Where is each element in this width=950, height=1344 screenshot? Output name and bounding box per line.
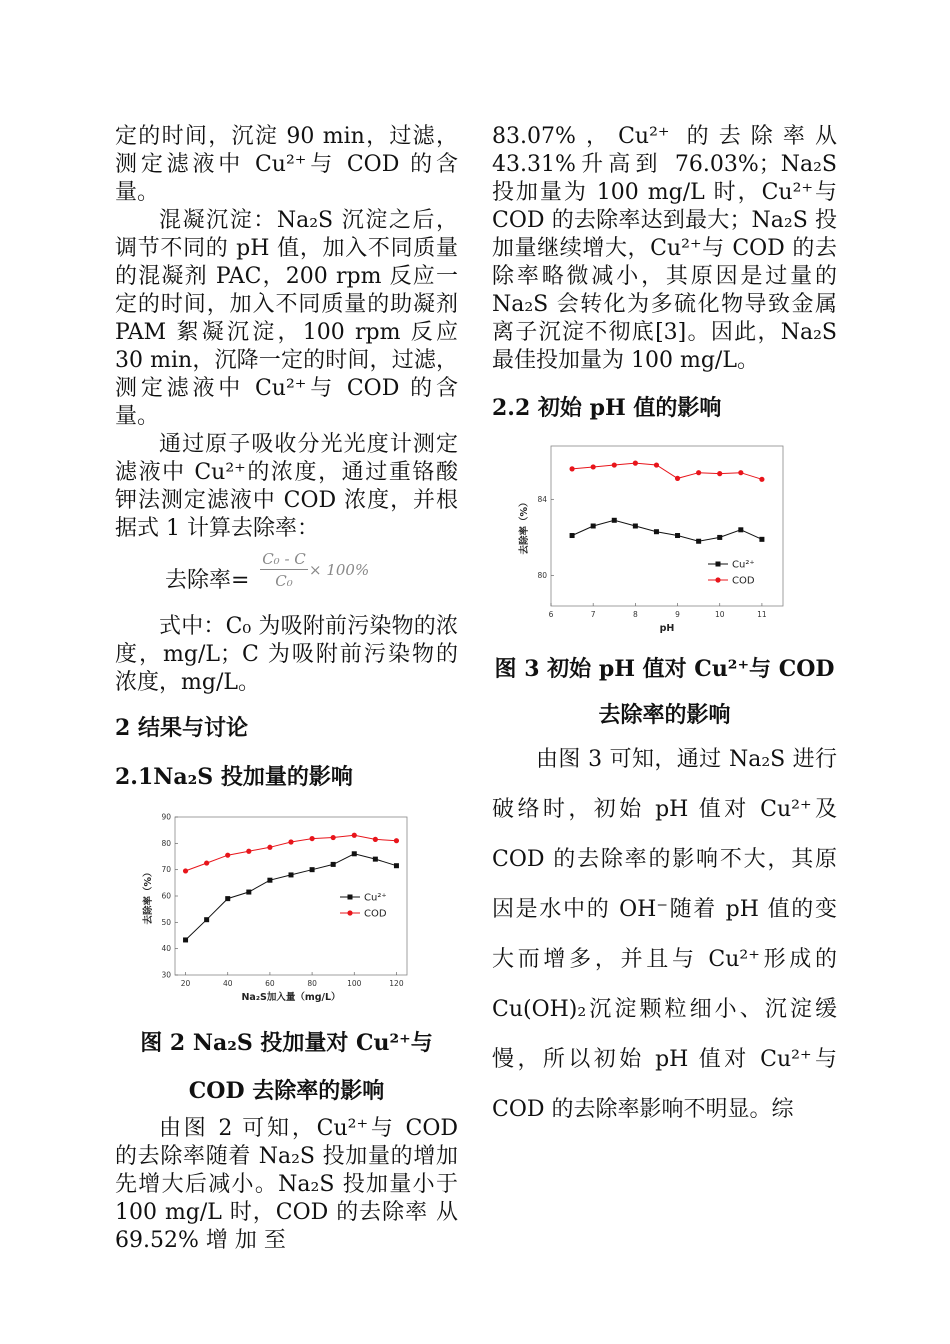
- right-column: [492, 123, 837, 1135]
- data-point-cu: [675, 533, 680, 538]
- y-axis-label: 去除率（%）: [143, 867, 154, 925]
- figure-2-chart: [115, 811, 458, 1011]
- data-point-cu: [738, 527, 743, 532]
- y-axis-label: 去除率（%）: [519, 497, 530, 555]
- data-point-cod: [204, 860, 209, 865]
- series-line-cu: [572, 520, 762, 541]
- figure-3-svg: [492, 440, 837, 645]
- data-point-cod: [654, 462, 659, 467]
- data-point-cod: [696, 470, 701, 475]
- data-point-cu: [352, 851, 357, 856]
- data-point-cu: [204, 917, 209, 922]
- data-point-cod: [759, 477, 764, 482]
- data-point-cu: [654, 529, 659, 534]
- data-point-cu: [310, 867, 315, 872]
- formula-denominator: C₀: [275, 572, 293, 590]
- y-tick-label: 60: [161, 891, 171, 901]
- figure-2-caption-line1: 图 2 Na₂S 投加量对 Cu²⁺与: [140, 1030, 433, 1056]
- data-point-cu: [289, 872, 294, 877]
- figure-3-caption-line1: 图 3 初始 pH 值对 Cu²⁺与 COD: [494, 656, 835, 682]
- data-point-cu: [612, 518, 617, 523]
- y-tick-label: 70: [161, 865, 171, 875]
- x-tick-label: 60: [265, 979, 275, 988]
- legend-label: COD: [732, 575, 755, 587]
- x-tick-label: 120: [389, 979, 404, 988]
- x-tick-label: 8: [632, 610, 638, 619]
- x-tick-label: 100: [347, 979, 362, 988]
- series-line-cod: [572, 463, 762, 479]
- figure-3-chart: [492, 440, 837, 645]
- paragraph-fig3-analysis: 由图 3 可知，通过 Na₂S 进行破络时，初始 pH 值对 Cu²⁺及 COD 的去除率的影响不大，其原因是水中的 OH⁻随着 pH 值的变大而增多，并且与 Cu²⁺形成的 Cu(OH)₂沉淀颗粒细小、沉淀缓慢，所以初始 pH 值对 Cu²⁺与 COD 的去除率影响不明显。综: [492, 747, 837, 1122]
- y-tick-label: 80: [537, 571, 547, 581]
- paragraph-fig2-continued: 83.07%，Cu²⁺ 的去除率从 43.31%升高到 76.03%；Na₂S 投加量为 100 mg/L 时，Cu²⁺与 COD 的去除率达到最大；Na₂S 投加量继续增大，Cu²⁺与 COD 的去除率略微减小，其原因是过量的 Na₂S 会转化为多硫化物导致金属离子沉淀不彻底[3]。因此，Na₂S 最佳投加量为 100 mg/L。: [492, 124, 837, 373]
- data-point-cod: [612, 462, 617, 467]
- figure-3-caption-line2: 去除率的影响: [598, 702, 731, 728]
- legend-label: COD: [364, 908, 387, 920]
- x-axis-label: Na₂S加入量（mg/L）: [241, 992, 341, 1003]
- formula-numerator: C₀ - C: [260, 549, 308, 570]
- data-point-cu: [570, 533, 575, 538]
- data-point-cu: [696, 539, 701, 544]
- data-point-cod: [717, 471, 722, 476]
- data-point-cu: [267, 878, 272, 883]
- x-tick-label: 40: [222, 979, 233, 988]
- left-column: [115, 123, 458, 1255]
- data-point-cod: [675, 476, 680, 481]
- legend-label: Cu²⁺: [364, 892, 387, 904]
- data-point-cod: [288, 839, 293, 844]
- data-point-cu: [246, 890, 251, 895]
- x-tick-label: 80: [307, 979, 317, 988]
- data-point-cod: [225, 853, 230, 858]
- x-tick-label: 6: [548, 610, 554, 619]
- data-point-cod: [183, 868, 188, 873]
- paragraph-continued: 定的时间，沉淀 90 min，过滤，测定滤液中 Cu²⁺与 COD 的含量。: [115, 124, 458, 205]
- data-point-cod: [591, 464, 596, 469]
- data-point-cod: [267, 845, 272, 850]
- y-tick-label: 80: [161, 838, 171, 848]
- data-point-cu: [225, 896, 230, 901]
- subsection-heading-2-2: 2.2 初始 pH 值的影响: [492, 395, 722, 421]
- data-point-cod: [309, 836, 314, 841]
- legend-marker-cu: [716, 562, 721, 567]
- removal-rate-formula: [115, 549, 458, 605]
- y-tick-label: 90: [161, 812, 171, 822]
- y-tick-label: 84: [537, 494, 547, 504]
- data-point-cu: [759, 537, 764, 542]
- figure-2-caption-line2: COD 去除率的影响: [188, 1078, 385, 1104]
- y-tick-label: 30: [161, 970, 171, 980]
- data-point-cu: [331, 862, 336, 867]
- data-point-cu: [183, 937, 188, 942]
- x-tick-label: 9: [675, 610, 680, 619]
- section-heading-2: 2 结果与讨论: [115, 715, 248, 741]
- legend-marker-cu: [348, 895, 353, 900]
- data-point-cu: [633, 524, 638, 529]
- paragraph-measurement: 通过原子吸收分光光度计测定滤液中 Cu²⁺的浓度，通过重铬酸钾法测定滤液中 COD 浓度，并根据式 1 计算去除率：: [115, 432, 458, 541]
- data-point-cod: [373, 837, 378, 842]
- data-point-cu: [373, 857, 378, 862]
- y-tick-label: 50: [161, 917, 171, 927]
- x-tick-label: 20: [180, 979, 191, 988]
- x-tick-label: 10: [714, 610, 725, 619]
- data-point-cu: [591, 524, 596, 529]
- x-axis-label: pH: [659, 623, 675, 634]
- data-point-cu: [394, 863, 399, 868]
- y-tick-label: 40: [161, 944, 171, 954]
- legend-label: Cu²⁺: [732, 559, 755, 571]
- data-point-cod: [352, 833, 357, 838]
- paragraph-coagulation: 混凝沉淀：Na₂S 沉淀之后，调节不同的 pH 值，加入不同质量的混凝剂 PAC，200 rpm 反应一定的时间，加入不同质量的助凝剂 PAM 絮凝沉淀，100 rpm 反应 30 min，沉降一定的时间，过滤，测定滤液中 Cu²⁺与 COD 的含量。: [115, 208, 458, 429]
- figure-2-svg: [115, 811, 458, 1011]
- x-tick-label: 7: [590, 610, 596, 619]
- formula-fraction: [260, 549, 308, 592]
- paragraph-formula-note: 式中：C₀ 为吸附前污染物的浓度，mg/L；C 为吸附前污染物的浓度，mg/L。: [115, 614, 458, 695]
- data-point-cod: [569, 466, 574, 471]
- x-tick-label: 11: [757, 610, 767, 619]
- data-point-cod: [246, 849, 251, 854]
- data-point-cod: [738, 470, 743, 475]
- data-point-cod: [394, 838, 399, 843]
- legend-marker-cod: [715, 577, 720, 582]
- paragraph-fig2-analysis: 由图 2 可知，Cu²⁺与 COD 的去除率随着 Na₂S 投加量的增加先增大后减小。Na₂S 投加量小于 100 mg/L 时，COD 的去除率 从 69.52% 增 加 至: [115, 1116, 458, 1253]
- formula-lhs: 去除率=: [165, 568, 250, 593]
- data-point-cod: [633, 461, 638, 466]
- data-point-cod: [331, 835, 336, 840]
- formula-multiplier: × 100%: [309, 561, 370, 579]
- subsection-heading-2-1: 2.1Na₂S 投加量的影响: [115, 764, 353, 790]
- legend-marker-cod: [347, 910, 352, 915]
- data-point-cu: [717, 535, 722, 540]
